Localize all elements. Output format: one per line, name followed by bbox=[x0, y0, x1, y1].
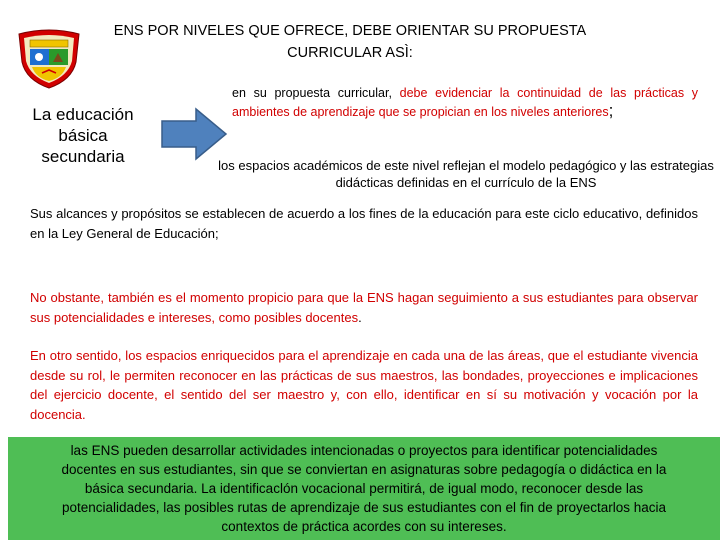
left-label-line-3: secundaria bbox=[41, 147, 125, 166]
p1-punct: ; bbox=[608, 101, 614, 120]
school-crest-logo bbox=[16, 28, 82, 90]
scope-paragraph: Sus alcances y propósitos se establecen de acuerdo a los fines de la educación para este ciclo educativo, definidos en la Ley General de Educación; bbox=[30, 206, 698, 241]
conclusion-box bbox=[8, 437, 720, 540]
curricular-proposal-paragraph bbox=[232, 84, 698, 121]
enriched-spaces-paragraph: En otro sentido, los espacios enriquecidos para el aprendizaje en cada una de las áreas, que el estudiante vivencia desde su rol, le permiten reconocer en las prácticas de sus maestros, las bondades, proyecciones e implicaciones del ejercicio docente, el sentido del ser maestro y, con ello, identificar en sí su motivación y vocación por la docencia. bbox=[30, 348, 698, 422]
title-line-2: CURRICULAR ASÌ: bbox=[287, 45, 413, 61]
p4-text: No obstante, también es el momento propicio para que la ENS hagan seguimiento a sus estudiantes para observar sus potencialidades e intereses, como posibles docentes bbox=[30, 290, 698, 325]
title-line-1: ENS POR NIVELES QUE OFRECE, DEBE ORIENTAR SU PROPUESTA bbox=[113, 23, 587, 39]
left-label-line-2: básica bbox=[58, 126, 108, 145]
left-label bbox=[8, 104, 158, 167]
p1-highlight: debe evidenciar la continuidad de las prácticas y ambientes de aprendizaje que se propician en los niveles anteriores bbox=[232, 86, 699, 119]
page-title bbox=[95, 20, 605, 64]
conclusion-text: las ENS pueden desarrollar actividades intencionadas o proyectos para identificar potencialidades docentes en sus estudiantes, sin que se conviertan en asignaturas sobre pedagogía o didáctica en la básica secundaria. La identificaclón vocacional permitirá, de igual modo, reconocer desde las potencialidades, las posibles rutas de aprendizaje de sus estudiantes con el fin de proyectarlos hacia contextos de práctica acordes con su intereses. bbox=[61, 443, 667, 534]
right-arrow-icon bbox=[160, 107, 228, 161]
follow-up-paragraph bbox=[30, 288, 698, 327]
academic-spaces-paragraph: los espacios académicos de este nivel reflejan el modelo pedagógico y las estrategias didácticas definidas en el currículo de la ENS bbox=[218, 158, 714, 190]
p4-punct: . bbox=[358, 309, 362, 325]
left-label-line-1: La educación bbox=[32, 105, 134, 124]
p1-text: en su propuesta curricular, bbox=[232, 86, 400, 100]
